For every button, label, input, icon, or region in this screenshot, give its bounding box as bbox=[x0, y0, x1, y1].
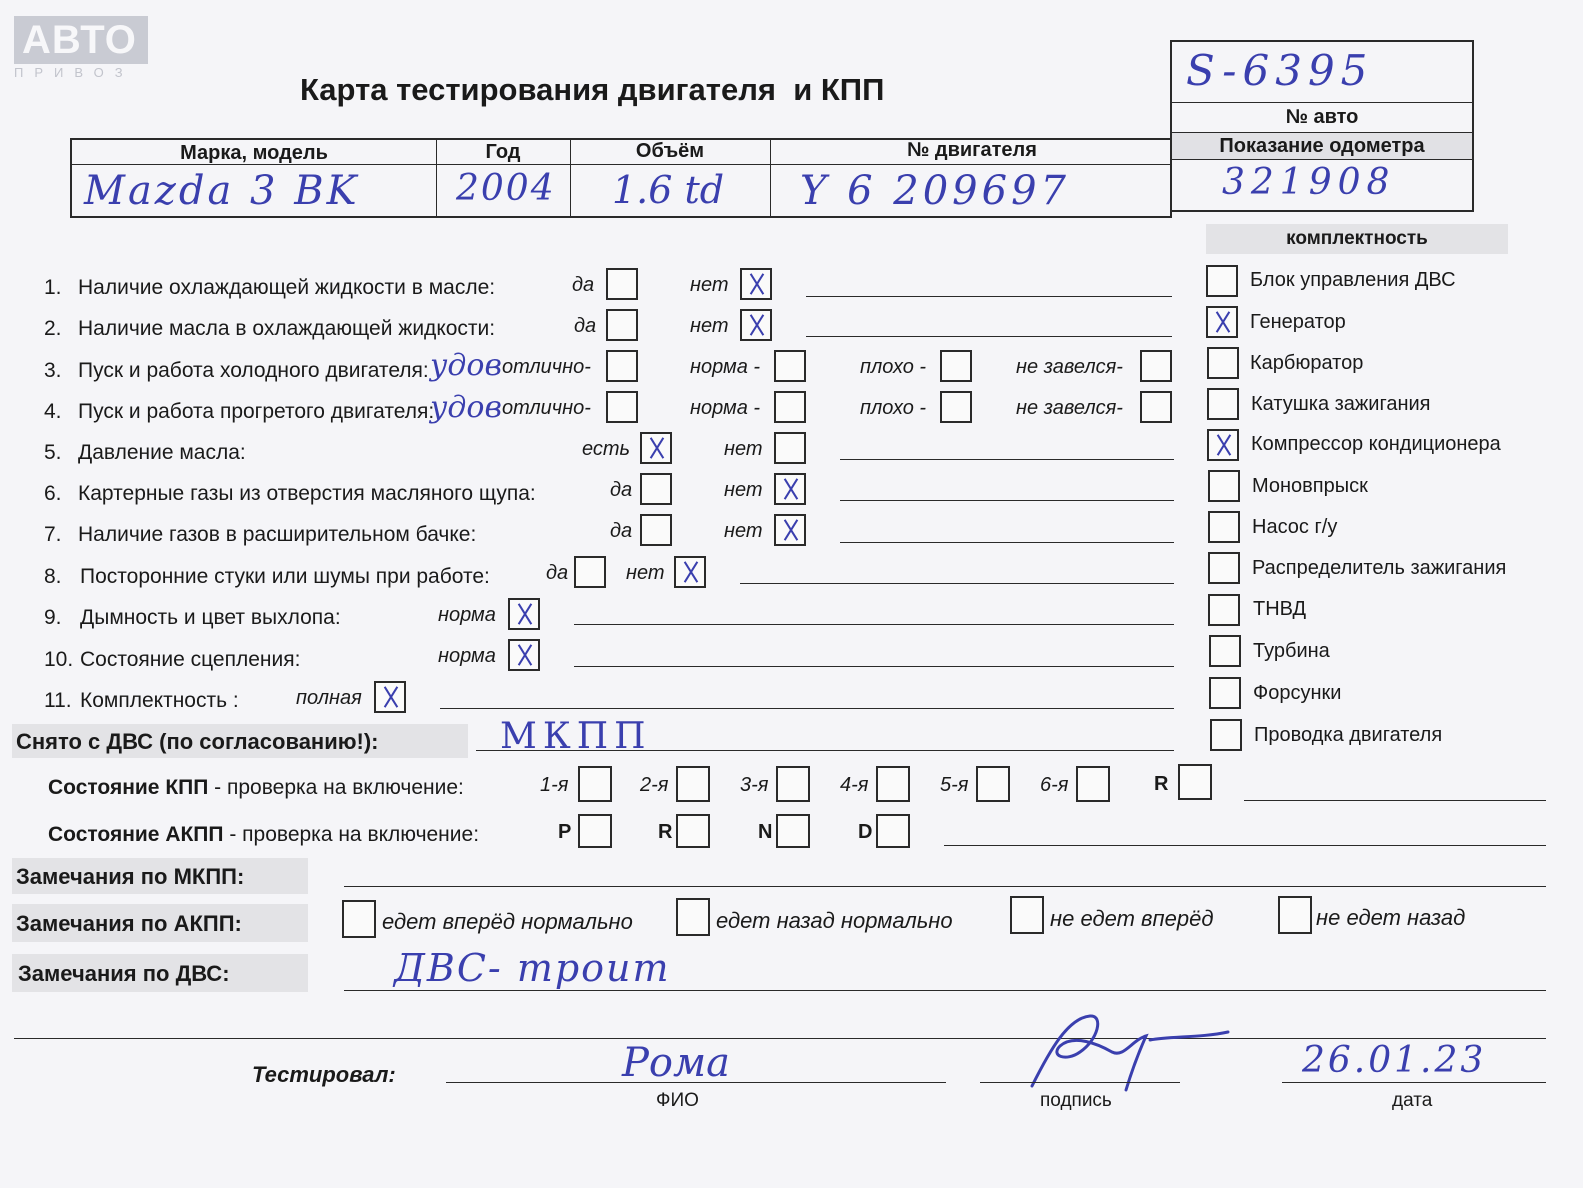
removed-value: МКПП bbox=[500, 716, 652, 757]
q3-handwritten-rating: удов bbox=[430, 348, 502, 383]
q4-number: 4. bbox=[44, 400, 62, 423]
akpp-backward-ok-checkbox[interactable] bbox=[676, 898, 710, 936]
q10-note-line bbox=[574, 666, 1174, 667]
q4-norma-checkbox[interactable] bbox=[774, 391, 806, 423]
logo-main-text: АВТО bbox=[14, 16, 148, 64]
q5-text: Давление масла: bbox=[78, 441, 246, 464]
akpp-no-backward-label: не едет назад bbox=[1316, 905, 1466, 930]
komplekt-label-7: Распределитель зажигания bbox=[1252, 557, 1507, 579]
q3-ne-zavelsya-label: не завелся- bbox=[1016, 356, 1123, 378]
komplekt-checkbox-0[interactable] bbox=[1206, 265, 1238, 297]
komplekt-checkbox-10[interactable] bbox=[1209, 677, 1241, 709]
q6-da-checkbox[interactable] bbox=[640, 473, 672, 505]
q2-net-checkbox[interactable] bbox=[740, 309, 772, 341]
q9-number: 9. bbox=[44, 606, 62, 629]
q3-otlichno-checkbox[interactable] bbox=[606, 350, 638, 382]
q2-note-line bbox=[806, 336, 1172, 337]
remarks-dvs-line bbox=[344, 990, 1546, 991]
tester-name-value: Рома bbox=[622, 1040, 731, 1086]
q6-note-line bbox=[840, 500, 1174, 501]
kpp-gear-3-checkbox[interactable] bbox=[776, 766, 810, 802]
q9-note-line bbox=[574, 624, 1174, 625]
kpp-gear-3-label: 3-я bbox=[740, 774, 769, 796]
kpp-gear-4-label: 4-я bbox=[840, 774, 869, 796]
komplekt-label-9: Турбина bbox=[1253, 640, 1330, 662]
signature-stroke bbox=[1032, 1016, 1228, 1090]
kpp-gear-2-label: 2-я bbox=[640, 774, 669, 796]
komplekt-checkbox-2[interactable] bbox=[1207, 347, 1239, 379]
q7-number: 7. bbox=[44, 523, 62, 546]
page-title: Карта тестирования двигателя и КПП bbox=[300, 72, 885, 107]
komplekt-label-3: Катушка зажигания bbox=[1251, 393, 1431, 415]
kpp-gear-1-checkbox[interactable] bbox=[578, 766, 612, 802]
q5-note-line bbox=[840, 459, 1174, 460]
akpp-gear-d-label: D bbox=[858, 821, 873, 843]
volume-value: 1.6 td bbox=[612, 168, 725, 212]
akpp-gear-d-checkbox[interactable] bbox=[876, 814, 910, 848]
kpp-gear-5-checkbox[interactable] bbox=[976, 766, 1010, 802]
q4-otlichno-label: отлично- bbox=[502, 397, 591, 419]
make-model-value: Mazda 3 BK bbox=[84, 168, 360, 214]
q3-ploho-checkbox[interactable] bbox=[940, 350, 972, 382]
q5-number: 5. bbox=[44, 441, 62, 464]
remarks-extra-line bbox=[14, 1038, 1546, 1039]
q1-net-label: нет bbox=[690, 274, 729, 296]
q8-da-label: да bbox=[546, 562, 569, 584]
date-line bbox=[1282, 1082, 1546, 1083]
date-label: дата bbox=[1392, 1090, 1433, 1111]
q2-net-label: нет bbox=[690, 315, 729, 337]
q3-norma-checkbox[interactable] bbox=[774, 350, 806, 382]
odometer-label: Показание одометра bbox=[1219, 135, 1425, 157]
q7-net-checkbox[interactable] bbox=[774, 514, 806, 546]
q9-norma-label: норма bbox=[438, 604, 496, 626]
komplekt-label-6: Насос г/у bbox=[1252, 516, 1338, 538]
q3-ne-zavelsya-checkbox[interactable] bbox=[1140, 350, 1172, 382]
komplekt-checkbox-4[interactable] bbox=[1207, 429, 1239, 461]
akpp-gear-r-label: R bbox=[658, 821, 673, 843]
remarks-akpp-label: Замечания по АКПП: bbox=[16, 911, 242, 936]
q5-net-checkbox[interactable] bbox=[774, 432, 806, 464]
komplekt-label-1: Генератор bbox=[1250, 311, 1346, 333]
akpp-backward-ok-label: едет назад нормально bbox=[716, 908, 953, 933]
q5-est-checkbox[interactable] bbox=[640, 432, 672, 464]
komplekt-checkbox-5[interactable] bbox=[1208, 470, 1240, 502]
q1-number: 1. bbox=[44, 276, 62, 299]
akpp-gear-r-checkbox[interactable] bbox=[676, 814, 710, 848]
q4-text: Пуск и работа прогретого двигателя: bbox=[78, 400, 435, 423]
komplekt-checkbox-7[interactable] bbox=[1208, 552, 1240, 584]
q11-number: 11. bbox=[44, 689, 72, 712]
q10-norma-label: норма bbox=[438, 645, 496, 667]
year-label: Год bbox=[485, 141, 521, 163]
fio-label: ФИО bbox=[656, 1090, 699, 1111]
komplekt-label-5: Моновпрыск bbox=[1252, 475, 1368, 497]
removed-line bbox=[476, 750, 1174, 751]
q3-norma-label: норма - bbox=[690, 356, 761, 378]
kpp-label-rest: - проверка на включение: bbox=[208, 776, 464, 799]
komplekt-checkbox-6[interactable] bbox=[1208, 511, 1240, 543]
q5-est-label: есть bbox=[582, 438, 631, 460]
remarks-dvs-value: ДВС- троит bbox=[394, 946, 671, 990]
q11-polnaya-checkbox[interactable] bbox=[374, 681, 406, 713]
komplekt-label-11: Проводка двигателя bbox=[1254, 724, 1443, 746]
komplekt-label-10: Форсунки bbox=[1253, 682, 1342, 704]
q9-text: Дымность и цвет выхлопа: bbox=[80, 606, 341, 629]
q11-polnaya-label: полная bbox=[296, 687, 362, 709]
komplekt-label-0: Блок управления ДВС bbox=[1250, 269, 1456, 291]
kpp-note-line bbox=[1244, 800, 1546, 801]
vehicle-info-table bbox=[70, 138, 1172, 218]
q6-net-checkbox[interactable] bbox=[774, 473, 806, 505]
auto-number-value: S-6395 bbox=[1186, 46, 1374, 95]
komplekt-checkbox-11[interactable] bbox=[1210, 719, 1242, 751]
q4-handwritten-rating: удов bbox=[430, 390, 502, 425]
signature-label: подпись bbox=[1040, 1090, 1112, 1111]
q1-text: Наличие охлаждающей жидкости в масле: bbox=[78, 276, 496, 299]
q8-number: 8. bbox=[44, 565, 62, 588]
akpp-note-line bbox=[944, 845, 1546, 846]
q10-number: 10. bbox=[44, 648, 74, 671]
removed-label: Снято с ДВС (по согласованию!): bbox=[16, 729, 379, 754]
q6-net-label: нет bbox=[724, 479, 763, 501]
q8-da-checkbox[interactable] bbox=[574, 556, 606, 588]
logo-sub-text: ПРИВОЗ bbox=[14, 65, 134, 80]
q7-da-label: да bbox=[610, 520, 633, 542]
q6-number: 6. bbox=[44, 482, 62, 505]
q4-ploho-label: плохо - bbox=[860, 397, 927, 419]
auto-number-divider bbox=[1172, 102, 1472, 103]
odometer-value: 321908 bbox=[1222, 162, 1396, 203]
q10-norma-checkbox[interactable] bbox=[508, 639, 540, 671]
akpp-gear-n-label: N bbox=[758, 821, 773, 843]
q11-note-line bbox=[440, 708, 1174, 709]
avto-privoz-logo bbox=[14, 16, 148, 80]
kpp-label-bold: Состояние КПП bbox=[48, 776, 209, 799]
q7-note-line bbox=[840, 542, 1174, 543]
kpp-gear-4-checkbox[interactable] bbox=[876, 766, 910, 802]
auto-number-label: № авто bbox=[1285, 106, 1359, 128]
engine-number-value: Y 6 209697 bbox=[800, 168, 1070, 214]
akpp-gear-p-checkbox[interactable] bbox=[578, 814, 612, 848]
kpp-label bbox=[48, 776, 464, 800]
q9-norma-checkbox[interactable] bbox=[508, 598, 540, 630]
q4-norma-label: норма - bbox=[690, 397, 761, 419]
q1-da-checkbox[interactable] bbox=[606, 268, 638, 300]
remarks-dvs-label: Замечания по ДВС: bbox=[18, 961, 230, 986]
q4-ne-zavelsya-label: не завелся- bbox=[1016, 397, 1123, 419]
akpp-no-forward-checkbox[interactable] bbox=[1010, 896, 1044, 934]
q2-da-checkbox[interactable] bbox=[606, 309, 638, 341]
auto-number-box bbox=[1170, 40, 1474, 212]
q5-net-label: нет bbox=[724, 438, 763, 460]
q8-note-line bbox=[740, 583, 1174, 584]
q4-ne-zavelsya-checkbox[interactable] bbox=[1140, 391, 1172, 423]
q1-note-line bbox=[806, 296, 1172, 297]
komplekt-label-2: Карбюратор bbox=[1250, 352, 1364, 374]
q7-da-checkbox[interactable] bbox=[640, 514, 672, 546]
q4-ploho-checkbox[interactable] bbox=[940, 391, 972, 423]
komplekt-checkbox-8[interactable] bbox=[1208, 594, 1240, 626]
q11-text: Комплектность : bbox=[80, 689, 239, 712]
tested-by-label: Тестировал: bbox=[252, 1062, 396, 1087]
kpp-gear-6-label: 6-я bbox=[1040, 774, 1069, 796]
akpp-no-forward-label: не едет вперёд bbox=[1050, 906, 1214, 931]
q1-net-checkbox[interactable] bbox=[740, 268, 772, 300]
komplekt-label-8: ТНВД bbox=[1253, 598, 1307, 620]
q2-da-label: да bbox=[574, 315, 597, 337]
q6-da-label: да bbox=[610, 479, 633, 501]
fio-line bbox=[446, 1082, 946, 1083]
q3-otlichno-label: отлично- bbox=[502, 356, 591, 378]
akpp-no-backward-checkbox[interactable] bbox=[1278, 896, 1312, 934]
kpp-gear-r-checkbox[interactable] bbox=[1178, 764, 1212, 800]
q3-ploho-label: плохо - bbox=[860, 356, 927, 378]
volume-label: Объём bbox=[635, 140, 705, 162]
q2-number: 2. bbox=[44, 317, 62, 340]
akpp-label bbox=[48, 823, 479, 847]
akpp-forward-ok-checkbox[interactable] bbox=[342, 900, 376, 938]
year-value: 2004 bbox=[456, 168, 556, 209]
kpp-gear-r-label: R bbox=[1154, 773, 1169, 795]
akpp-gear-n-checkbox[interactable] bbox=[776, 814, 810, 848]
kpp-gear-6-checkbox[interactable] bbox=[1076, 766, 1110, 802]
remarks-mkpp-label: Замечания по МКПП: bbox=[16, 864, 245, 889]
komplekt-heading: комплектность bbox=[1286, 228, 1428, 249]
komplekt-label-4: Компрессор кондиционера bbox=[1251, 433, 1501, 455]
komplekt-checkbox-9[interactable] bbox=[1209, 635, 1241, 667]
q7-net-label: нет bbox=[724, 520, 763, 542]
q6-text: Картерные газы из отверстия масляного щупа: bbox=[78, 482, 536, 505]
q8-net-label: нет bbox=[626, 562, 665, 584]
q8-text: Посторонние стуки или шумы при работе: bbox=[80, 565, 490, 588]
akpp-gear-p-label: P bbox=[558, 821, 572, 843]
akpp-forward-ok-label: едет вперёд нормально bbox=[382, 909, 633, 934]
q2-text: Наличие масла в охлаждающей жидкости: bbox=[78, 317, 496, 340]
q3-number: 3. bbox=[44, 359, 62, 382]
akpp-label-bold: Состояние АКПП bbox=[48, 823, 224, 846]
date-value: 26.01.23 bbox=[1302, 1040, 1487, 1081]
signature-drawing bbox=[1020, 1010, 1240, 1092]
q3-text: Пуск и работа холодного двигателя: bbox=[78, 359, 429, 382]
q10-text: Состояние сцепления: bbox=[80, 648, 301, 671]
signature-line bbox=[980, 1082, 1180, 1083]
akpp-label-rest: - проверка на включение: bbox=[223, 823, 480, 846]
kpp-gear-1-label: 1-я bbox=[540, 774, 569, 796]
kpp-gear-2-checkbox[interactable] bbox=[676, 766, 710, 802]
q7-text: Наличие газов в расширительном бачке: bbox=[78, 523, 477, 546]
remarks-mkpp-line bbox=[344, 886, 1546, 887]
make-model-label: Марка, модель bbox=[180, 142, 328, 164]
engine-number-label: № двигателя bbox=[907, 139, 1037, 161]
q8-net-checkbox[interactable] bbox=[674, 556, 706, 588]
komplekt-checkbox-1[interactable] bbox=[1206, 306, 1238, 338]
kpp-gear-5-label: 5-я bbox=[940, 774, 969, 796]
komplekt-checkbox-3[interactable] bbox=[1207, 388, 1239, 420]
q4-otlichno-checkbox[interactable] bbox=[606, 391, 638, 423]
q1-da-label: да bbox=[572, 274, 595, 296]
